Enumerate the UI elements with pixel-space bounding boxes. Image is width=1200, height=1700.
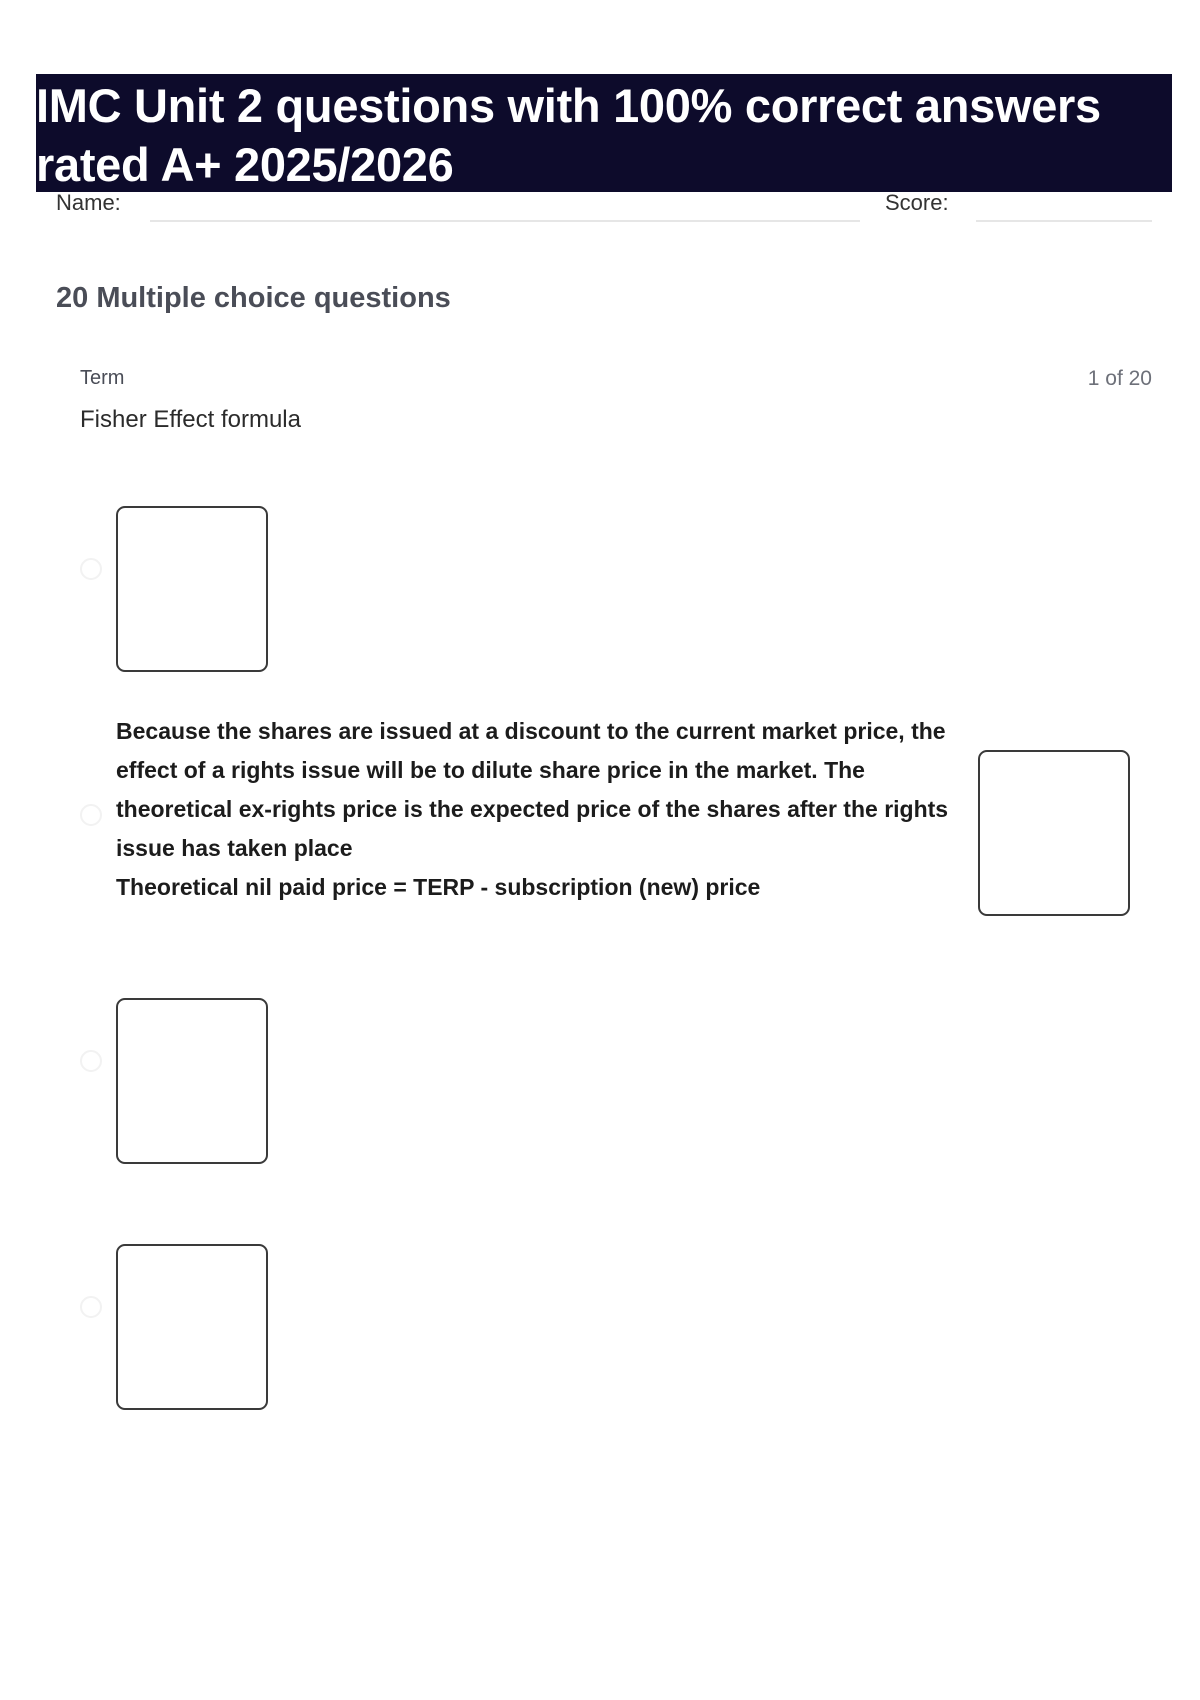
answer-option-2[interactable]	[80, 712, 1140, 912]
answer-option-3[interactable]	[80, 998, 1140, 1166]
answer-text	[116, 712, 966, 907]
answer-image-placeholder	[978, 750, 1130, 916]
section-heading: 20 Multiple choice questions	[56, 282, 451, 314]
score-input-line[interactable]	[976, 220, 1152, 222]
document-title	[36, 76, 1172, 194]
score-label: Score:	[885, 190, 949, 215]
answer-image-placeholder	[116, 998, 268, 1164]
answer-option-1[interactable]	[80, 506, 1140, 674]
answer-text-line: theoretical ex-rights price is the expected price of the shares after the rights	[116, 796, 949, 822]
answer-text-line: effect of a rights issue will be to dilute share price in the market. The	[116, 757, 865, 783]
term-label: Term	[80, 367, 125, 389]
radio-button[interactable]	[80, 558, 102, 580]
answer-option-4[interactable]	[80, 1244, 1140, 1412]
answer-text-line: Because the shares are issued at a discount to the current market price, the	[116, 718, 946, 744]
title-line-1: IMC Unit 2 questions with 100% correct answers	[36, 79, 1101, 132]
radio-button[interactable]	[80, 804, 102, 826]
radio-button[interactable]	[80, 1296, 102, 1318]
name-input-line[interactable]	[150, 220, 860, 222]
answer-text-line: Theoretical nil paid price = TERP - subscription (new) price	[116, 874, 761, 900]
question-counter: 1 of 20	[1087, 367, 1152, 390]
name-label: Name:	[56, 190, 121, 215]
answer-text-line: issue has taken place	[116, 835, 353, 861]
answer-image-placeholder	[116, 1244, 268, 1410]
title-line-2: rated A+ 2025/2026	[36, 138, 454, 191]
answer-image-placeholder	[116, 506, 268, 672]
radio-button[interactable]	[80, 1050, 102, 1072]
term-text: Fisher Effect formula	[80, 406, 301, 433]
title-banner	[36, 74, 1172, 192]
